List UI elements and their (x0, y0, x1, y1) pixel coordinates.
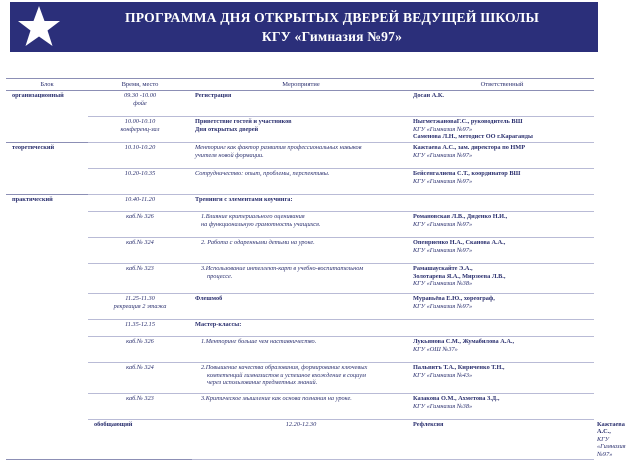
event-cell: 2.Повышение качества образования, формирование ключевых компетенций гимназистов и успешное вхождение в социум через использование предметных знаний. (192, 363, 410, 394)
time-cell: каб.№ 323 (88, 394, 192, 420)
event-cell: 1.Влияние критериального оценивания на функциональную грамотность учащихся. (192, 212, 410, 238)
time-cell: каб.№ 326 (88, 337, 192, 363)
responsible-cell: Кажтаева А.С., зам. директора по НМР КГУ «Гимназия №97» (410, 143, 594, 169)
responsible-cell (410, 195, 594, 212)
event-cell: Рефлексия (410, 420, 594, 460)
event-cell: 3.Критическое мышление как основа познания на уроке. (192, 394, 410, 420)
time-cell: 10.00-10.10 конференц-зал (88, 117, 192, 143)
col-event: Мероприятие (192, 79, 410, 91)
page-title (66, 8, 598, 46)
block-cell: обобщающий (88, 420, 192, 460)
responsible-cell: Романовская Л.В., Диденко Н.И., КГУ «Гимназия №97» (410, 212, 594, 238)
block-cell: теоретический (6, 143, 88, 195)
table-header (6, 79, 594, 91)
table-row (6, 394, 594, 420)
responsible-cell: Пальвитъ Т.А., Кириченко Т.Н., КГУ «Гимназия №43» (410, 363, 594, 394)
table-row (6, 169, 594, 195)
title-line-1: ПРОГРАММА ДНЯ ОТКРЫТЫХ ДВЕРЕЙ ВЕДУЩЕЙ ШКОЛЫ (124, 10, 540, 25)
time-cell: каб.№ 326 (88, 212, 192, 238)
time-cell: 11.35-12.15 (88, 320, 192, 337)
table-row (6, 91, 594, 117)
event-cell: Регистрация (192, 91, 410, 117)
time-cell: 10.40-11.20 (88, 195, 192, 212)
time-cell: 10.20-10.35 (88, 169, 192, 195)
responsible-cell: Рамашаускайте Э.А., Золотарева Я.А., Мирзоева Л.В., КГУ «Гимназия №38» (410, 264, 594, 294)
table-row (6, 143, 594, 169)
title-line-2: КГУ «Гимназия №97» (261, 29, 403, 44)
table-row (6, 195, 594, 212)
star-icon (17, 5, 61, 49)
time-cell: 09.30 -10.00 фойе (88, 91, 192, 117)
responsible-cell (410, 320, 594, 337)
header-banner (10, 2, 598, 52)
time-cell: каб.№ 324 (88, 363, 192, 394)
event-cell: Флешмоб (192, 294, 410, 320)
table-row (6, 337, 594, 363)
event-cell: 3.Использование интеллект-карт в учебно-воспитательном процессе. (192, 264, 410, 294)
responsible-cell: Казакова О.М., Ахметова З.Д., КГУ «Гимназия №38» (410, 394, 594, 420)
event-cell: 2. Работа с одаренными детьми на уроке. (192, 238, 410, 264)
event-cell: Приветствие гостей и участников Дня открытых дверей (192, 117, 410, 143)
table-row (6, 212, 594, 238)
responsible-cell: Лукьянова С.М., Жумабилова А.А., КГУ «ОШ №37» (410, 337, 594, 363)
col-block: Блок (6, 79, 88, 91)
time-cell: 12.20-12.30 (192, 420, 410, 460)
table-row (6, 117, 594, 143)
table-row (6, 264, 594, 294)
time-cell: каб.№ 324 (88, 238, 192, 264)
responsible-cell: Бейсенгалиева С.Т., координатор ВШ КГУ «Гимназия №97» (410, 169, 594, 195)
responsible-cell: Муравьёва Е.Ю., хореограф, КГУ «Гимназия №97» (410, 294, 594, 320)
col-time: Время, место (88, 79, 192, 91)
table-row (6, 238, 594, 264)
event-cell: Сотрудничество: опыт, проблемы, перспективы. (192, 169, 410, 195)
table-row (6, 363, 594, 394)
table-row (6, 320, 594, 337)
block-cell: практический (6, 195, 88, 460)
event-cell: Мастер-классы: (192, 320, 410, 337)
col-responsible: Ответственный (410, 79, 594, 91)
event-cell: 1.Менторинг больше чем наставничество. (192, 337, 410, 363)
time-cell: каб.№ 323 (88, 264, 192, 294)
schedule-table (6, 78, 626, 460)
event-cell: Тренинги с элементами коучинга: (192, 195, 410, 212)
table-row (6, 294, 594, 320)
responsible-cell: НыгметжановаГ.С., руководитель ВШ КГУ «Гимназия №97» Саменова Л.Н., методист ОО г.Караганды (410, 117, 594, 143)
responsible-cell: Опенриенко Н.А., Сканова А.А., КГУ «Гимназия №97» (410, 238, 594, 264)
time-cell: 10.10-10.20 (88, 143, 192, 169)
block-cell: организационный (6, 91, 88, 143)
table-row: обобщающий 12.20-12.30 Рефлексия Кажтаева А.С., КГУ «Гимназия №97» (6, 420, 594, 460)
event-cell: Менторинг как фактор развития профессиональных навыков учителя новой формации. (192, 143, 410, 169)
time-cell: 11.25-11.30 рекреация 2 этажа (88, 294, 192, 320)
responsible-cell: Досан А.К. (410, 91, 594, 117)
